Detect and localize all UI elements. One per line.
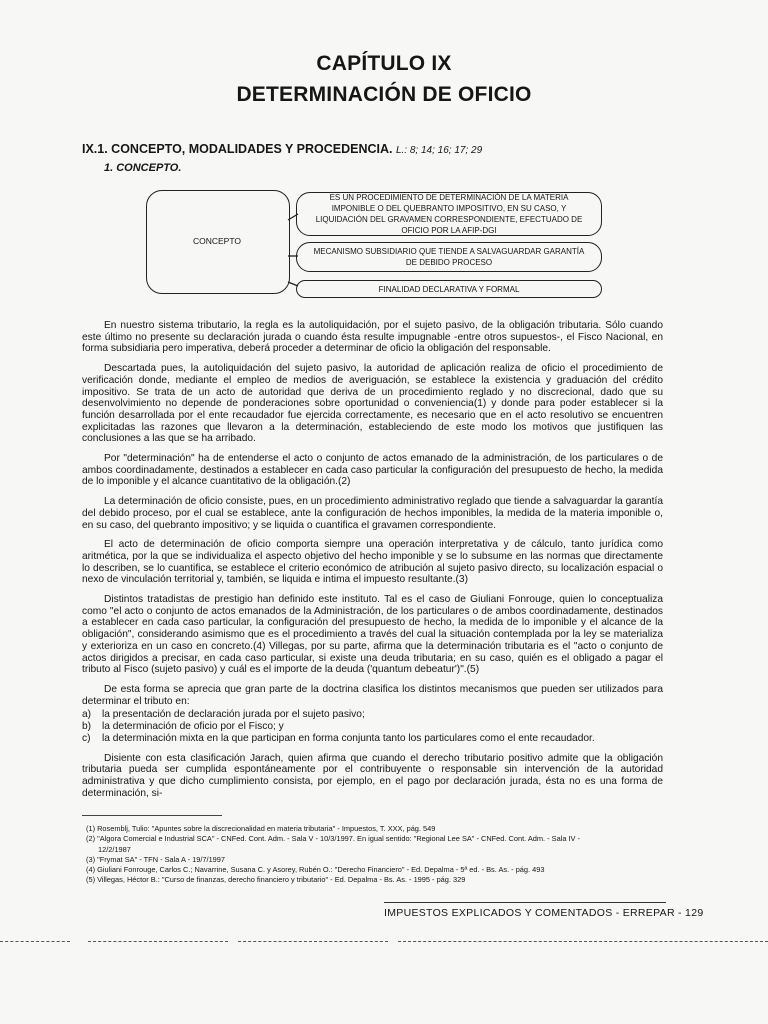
subsection-heading: 1. CONCEPTO. (104, 162, 182, 174)
list-item (82, 733, 663, 745)
footnote: (1) Rosemblj, Tulio: "Apuntes sobre la discrecionalidad en materia tributaria" - Impuestos, T. XXX, pág. 549 (86, 824, 436, 833)
body-text (82, 320, 663, 807)
paragraph: En nuestro sistema tributario, la regla es la autoliquidación, por el sujeto pasivo, de la obligación tributaria. Sólo cuando este último no presente su declaración jurada o cuando ésta resulte impugnable -entre otros supuestos-, el Fisco Nacional, en forma subsidiaria pero imperativa, deberá proceder a determinar de oficio la obligación del responsable. (82, 320, 663, 355)
concept-label: CONCEPTO (192, 236, 242, 246)
footnote-separator (82, 815, 222, 816)
concept-mechanism-box: MECANISMO SUBSIDIARIO QUE TIENDE A SALVAGUARDAR GARANTÍA DE DEBIDO PROCESO (296, 242, 602, 272)
footnotes (86, 824, 666, 886)
footnote: (4) Giuliani Fonrouge, Carlos C.; Navarrine, Susana C. y Asorey, Rubén O.: "Derecho Financiero" - Ed. Depalma - 5ª ed. - Bs. As. - pág. 493 (86, 865, 545, 875)
footer-rule (384, 902, 666, 903)
footnote: (2) "Algora Comercial e Industrial SCA" - CNFed. Cont. Adm. - Sala V - 10/3/1997. En igual sentido: "Regional Lee SA" - CNFed. Cont. Adm. - Sala IV - (86, 834, 580, 844)
paragraph: Distintos tratadistas de prestigio han definido este instituto. Tal es el caso de Giuliani Fonrouge, quien lo conceptualiza como "el acto o conjunto de actos emanados de la Administración, de los particulares o de ambos coordinadamente, destinados a establecer en cada caso particular, la configuración del presupuesto de hecho, la medida de lo imponible y el alcance de la obligación", considerando asimismo que es el procedimiento a través del cual la situación contemplada por la ley se materializa y exterioriza en un caso en concreto.(4) Villegas, por su parte, afirma que la determinación tributaria es el "acto o conjunto de actos dirigidos a precisar, en cada caso particular, si existe una deuda tributaria; en su caso, quién es el obligado a pagar el tributo al Fisco (sujeto pasivo) y cuál es el importe de la deuda ('quantum debeatur')".(5) (82, 594, 663, 676)
list-item-text: la presentación de declaración jurada por el sujeto pasivo; (102, 709, 365, 721)
chapter-title: DETERMINACIÓN DE OFICIO (236, 83, 532, 106)
paragraph: Por "determinación" ha de entenderse el acto o conjunto de actos emanado de la administración, de los particulares o de ambos coordinadamente, destinados a establecer en cada caso particular la configuración del presupuesto de hecho, la medida de lo imponible y el alcance cuantitativo de la obligación.(2) (82, 453, 663, 488)
concept-definition-box: ES UN PROCEDIMIENTO DE DETERMINACIÓN DE LA MATERIA IMPONIBLE O DEL QUEBRANTO IMPOSITIVO, EN SU CASO, Y LIQUIDACIÓN DEL GRAVAMEN CORRESPONDIENTE, EFECTUADO DE OFICIO POR LA AFIP-DGI (296, 192, 602, 236)
footnote: 12/2/1987 (98, 844, 131, 854)
list-item-label: c) (82, 732, 91, 744)
section-laws-reference: L.: 8; 14; 16; 17; 29 (395, 145, 483, 156)
list-item (82, 721, 663, 733)
chapter-number: CAPÍTULO IX (316, 52, 452, 75)
list-item-label: a) (82, 709, 92, 721)
section-heading-text: IX.1. CONCEPTO, MODALIDADES Y PROCEDENCIA. (82, 142, 393, 156)
paragraph: Descartada pues, la autoliquidación del sujeto pasivo, la autoridad de aplicación realiza de oficio el procedimiento de verificación donde, mediante el empleo de medios de averiguación, se establece la existencia y graduación del crédito impositivo. Se trata de un acto de autoridad que deriva de un procedimiento reglado y no discrecional, dado que su desenvolvimiento no depende de ponderaciones sobre oportunidad o conveniencia(1) y donde para poder establecer si la función desarrollada por el ente recaudador fue ejercida correctamente, es necesario que en el acto resolutivo se encuentren explicitadas las razones que llevaron a la determinación, estableciendo de este modo los motivos que justifiquen las conclusiones a las que se ha arribado. (82, 363, 663, 445)
footnote: (3) "Frymat SA" - TFN - Sala A - 19/7/1997 (86, 854, 226, 864)
concept-purpose-box: FINALIDAD DECLARATIVA Y FORMAL (296, 280, 602, 298)
paragraph: Disiente con esta clasificación Jarach, quien afirma que cuando el derecho tributario positivo admite que la obligación tributaria pueda ser cumplida espontáneamente por el contribuyente o responsable sin intervención de la autoridad administrativa y que dicho cumplimiento consista, por ejemplo, en el pago por declaración jurada, ésta no es una forma de determinación, si- (82, 752, 663, 799)
list-item-text: la determinación mixta en la que participan en forma conjunta tanto los particulares como el ente recaudador. (102, 732, 595, 744)
scan-artifact-line (88, 941, 228, 942)
list-item-label: b) (82, 721, 92, 733)
paragraph: El acto de determinación de oficio comporta siempre una operación interpretativa y de cálculo, tanto jurídica como aritmética, por la que se individualiza el aspecto objetivo del hecho imponible y se lo subsume en las normas que directamente lo describen, se lo cuantifica, se establece el criterio económico de atribución al sujeto pasivo directo, su localización espacial o nexo de vinculación territorial y, también, se liquida e intima el impuesto resultante.(3) (82, 539, 663, 586)
page-footer: IMPUESTOS EXPLICADOS Y COMENTADOS - ERREPAR - 129 (384, 907, 704, 919)
paragraph: La determinación de oficio consiste, pues, en un procedimiento administrativo reglado que tiende a salvaguardar la garantía del debido proceso, por el cual se establece, ante la configuración de hechos imponibles, la medida de la materia imponible o, en su caso, del quebranto impositivo; y se liquida o cuantifica el gravamen correspondiente. (82, 496, 663, 531)
scan-artifact-line (0, 941, 70, 942)
list-item-text: la determinación de oficio por el Fisco; y (102, 721, 284, 733)
footnote: (5) Villegas, Héctor B.: "Curso de finanzas, derecho financiero y tributario" - Ed. Depalma - Bs. As. - 1995 - pág. 329 (86, 875, 466, 885)
paragraph: De esta forma se aprecia que gran parte de la doctrina clasifica los distintos mecanismos que pueden ser utilizados para determinar el tributo en: (82, 683, 663, 707)
list-item (82, 709, 663, 721)
scan-artifact-line (238, 941, 388, 942)
scan-artifact-line (398, 941, 768, 942)
section-heading (82, 142, 482, 156)
